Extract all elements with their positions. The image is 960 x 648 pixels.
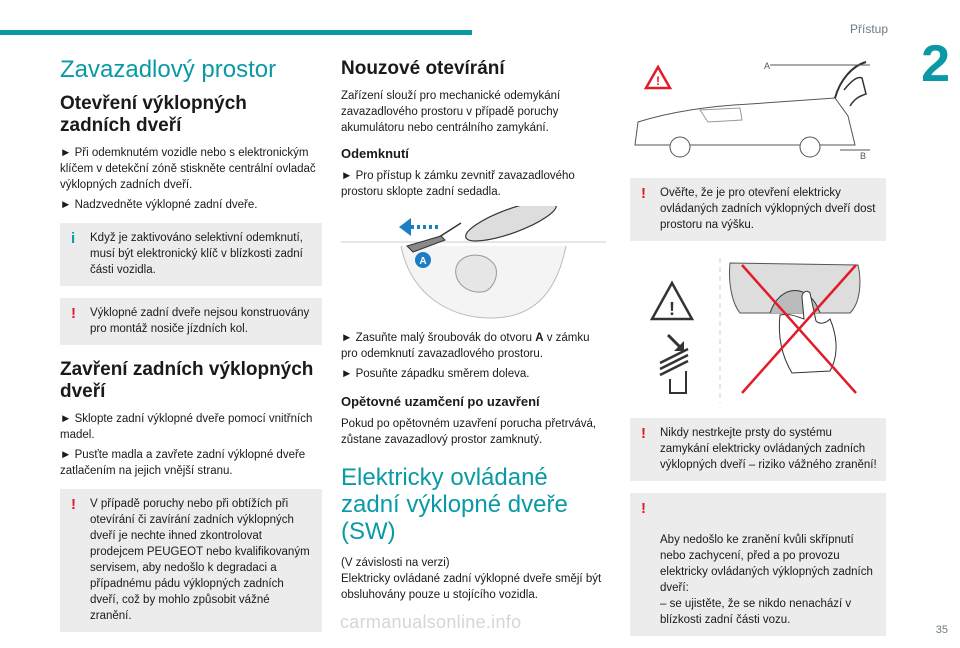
heading-unlock: Odemknutí [341,146,409,161]
column-2 [341,50,606,607]
paragraph: ► Při odemknutém vozidle nebo s elektronickým klíčem v detekční zóně stiskněte centrální ovladač výklopných zadních dveří. [60,147,316,191]
step-text: ► Zasuňte malý šroubovák do otvoru [341,332,536,344]
step-text: v zámku pro odemknutí zavazadlového prostoru. [341,332,590,360]
info-icon: i [71,230,76,247]
paragraph: ► Posuňte západku směrem doleva. [341,368,530,380]
warning-box [630,178,886,241]
paragraph: Zařízení slouží pro mechanické odemykání zavazadlového prostoru v případě poruchy akumulátoru nebo centrálního zamykání. [341,90,561,134]
paragraph: ► Sklopte zadní výklopné dveře pomocí vnitřních madel. [60,413,313,441]
warning-text: Nikdy nestrkejte prsty do systému zamykání elektricky ovládaných zadních výklopných dveří – riziko vážného zranění! [660,427,877,471]
lock-screwdriver-illustration [341,206,606,326]
column-1 [60,50,322,644]
column-3 [630,50,886,648]
header-accent-bar [0,30,472,35]
car-tailgate-clearance-illustration [630,50,886,160]
paragraph: Pokud po opětovném uzavření porucha přetrvává, zůstane zavazadlový prostor zamknutý. [341,418,597,446]
chapter-number: 2 [921,35,950,93]
watermark: carmanualsonline.info [340,612,522,632]
warning-box [60,298,322,345]
info-text: Když je zaktivováno selektivní odemknutí, musí být elektronický klíč v blízkosti zadní části vozidla. [90,232,303,276]
warning-text: Aby nedošlo ke zranění kvůli skřípnutí nebo zachycení, před a po provozu elektricky ovládaných výklopných zadních dveří: – se ujistěte, že se nikdo nenachází v blízkosti zadní části vozu. [660,534,873,626]
warning-icon: ! [641,500,646,517]
section-heading-trunk: Zavazadlový prostor [60,56,277,83]
warning-icon: ! [71,496,76,513]
paragraph: Elektricky ovládané zadní výklopné dveře smějí být obsluhovány pouze u stojícího vozidla. [341,573,602,601]
finger-pinch-warning-illustration [630,253,886,408]
warning-text: V případě poruchy nebo při obtížích při otevírání či zavírání zadních výklopných dveří je nechte ihned zkontrolovat prodejcem PEUGEOT nebo kvalifikovaným servisem, aby nedošlo k degradaci a případnému pádu výklopných zadních dveří, což by mohlo způsobit vážné zranění. [90,498,310,622]
figure-label-b: B [860,151,867,160]
heading-emergency: Nouzové otevírání [341,58,505,79]
paragraph: ► Nadzvedněte výklopné zadní dveře. [60,199,258,211]
warning-box [630,418,886,481]
paragraph: ► Pusťte madla a zavřete zadní výklopné dveře zatlačením na jejich vnější stranu. [60,449,306,477]
step-label: A [535,332,544,344]
warning-icon: ! [71,305,76,322]
heading-electric-tailgate: Elektricky ovládané zadní výklopné dveře (SW) [341,464,568,545]
warning-text: Ověřte, že je pro otevření elektricky ovládaných zadních výklopných dveří dost prostoru na výšku. [660,187,876,231]
figure-label-a: A [419,256,427,267]
page-number: 35 [935,624,948,636]
warning-icon: ! [641,425,646,442]
warning-text: Výklopné zadní dveře nejsou konstruovány pro montáž nosiče jízdních kol. [90,307,310,335]
heading-relock: Opětovné uzamčení po uzavření [341,394,540,409]
hazard-icon: ! [656,74,660,88]
section-title: Přístup [849,22,888,36]
info-box [60,223,322,286]
warning-box [60,489,322,632]
paragraph [341,330,606,362]
warning-icon: ! [641,185,646,202]
heading-opening: Otevření výklopných zadních dveří [60,93,247,136]
paragraph: ► Pro přístup k zámku zevnitř zavazadlového prostoru sklopte zadní sedadla. [341,170,575,198]
warning-box [630,493,886,636]
heading-closing: Zavření zadních výklopných dveří [60,359,314,402]
hazard-icon: ! [669,299,675,319]
figure-label-a: A [764,61,771,71]
paragraph: (V závislosti na verzi) [341,557,450,569]
